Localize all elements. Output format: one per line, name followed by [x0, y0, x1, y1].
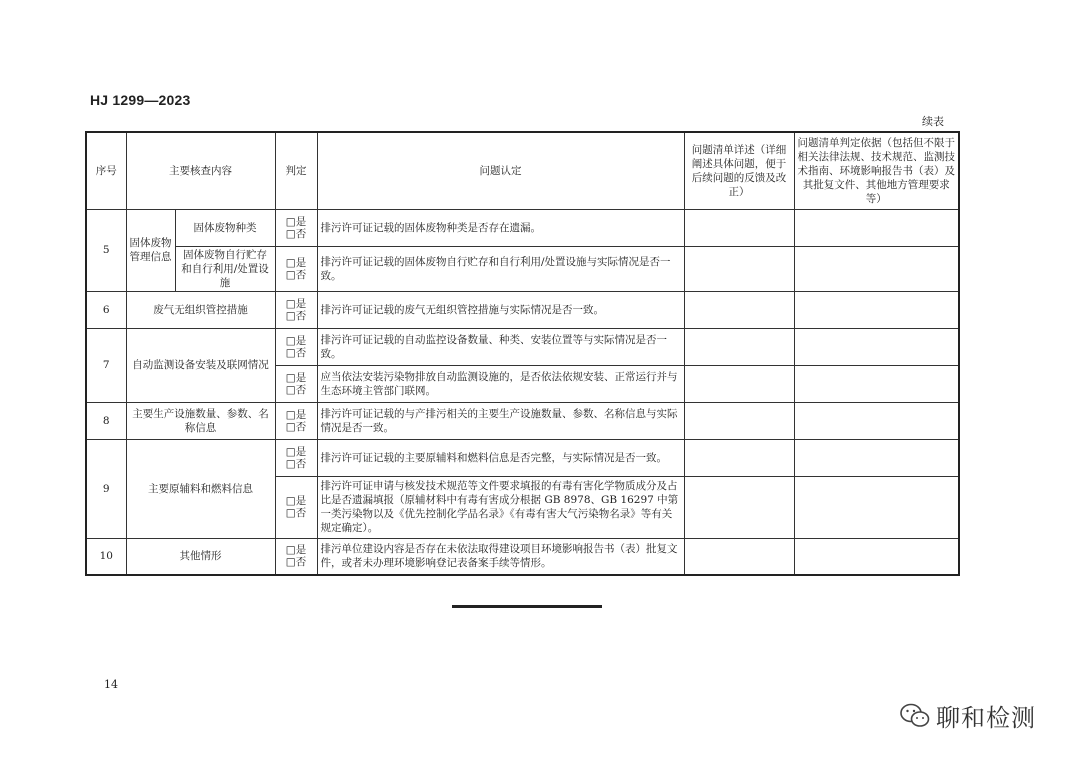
row5b-judge — [275, 246, 317, 291]
table-row — [86, 328, 959, 365]
row9a-basis-cell[interactable] — [794, 439, 959, 476]
end-divider — [452, 605, 602, 608]
judge-no-checkbox[interactable]: □否 — [285, 346, 307, 359]
header-content: 主要核查内容 — [126, 132, 275, 209]
row9b-judge — [275, 476, 317, 538]
row7b-detail-cell[interactable] — [684, 365, 794, 402]
wechat-icon — [900, 703, 930, 729]
table-row — [86, 538, 959, 575]
row5b-issue: 排污许可证记载的固体废物自行贮存和自行利用/处置设施与实际情况是否一致。 — [317, 246, 684, 291]
row7-seq: 7 — [86, 328, 126, 402]
row5a-basis-cell[interactable] — [794, 209, 959, 246]
page-number: 14 — [104, 678, 118, 691]
table-header-row — [86, 132, 959, 209]
judge-no-checkbox[interactable]: □否 — [285, 383, 307, 396]
header-detail: 问题清单详述（详细阐述具体问题，便于后续问题的反馈及改正） — [684, 132, 794, 209]
judge-no-checkbox[interactable]: □否 — [285, 227, 307, 240]
row9-item: 主要原辅料和燃料信息 — [126, 439, 275, 538]
judge-yes-checkbox[interactable]: □是 — [285, 544, 307, 557]
row5b-item: 固体废物自行贮存和自行利用/处置设施 — [175, 246, 275, 291]
row5-group: 固体废物管理信息 — [126, 209, 175, 291]
row5b-detail-cell[interactable] — [684, 246, 794, 291]
table-row — [86, 402, 959, 439]
row5a-judge — [275, 209, 317, 246]
row7b-judge — [275, 365, 317, 402]
row9b-issue: 排污许可证申请与核发技术规范等文件要求填报的有毒有害化学物质成分及占比是否遗漏填报（原辅材料中有毒有害成分根据 GB 8978、GB 16297 中第一类污染物以及《优先控制化学品名录》《有毒有害大气污染物名录》等有关规定确定）。 — [317, 476, 684, 538]
row8-item: 主要生产设施数量、参数、名称信息 — [126, 402, 275, 439]
table-row — [86, 291, 959, 328]
watermark — [900, 698, 1036, 733]
judge-no-checkbox[interactable]: □否 — [285, 420, 307, 433]
header-issue: 问题认定 — [317, 132, 684, 209]
row10-basis-cell[interactable] — [794, 538, 959, 575]
row8-judge — [275, 402, 317, 439]
continued-label: 续表 — [922, 115, 944, 128]
row5b-basis-cell[interactable] — [794, 246, 959, 291]
row9a-issue: 排污许可证记载的主要原辅料和燃料信息是否完整，与实际情况是否一致。 — [317, 439, 684, 476]
judge-no-checkbox[interactable]: □否 — [285, 556, 307, 569]
row5-seq: 5 — [86, 209, 126, 291]
row10-seq: 10 — [86, 538, 126, 575]
row7a-judge — [275, 328, 317, 365]
header-seq: 序号 — [86, 132, 126, 209]
judge-yes-checkbox[interactable]: □是 — [285, 256, 307, 269]
row6-item: 废气无组织管控措施 — [126, 291, 275, 328]
judge-yes-checkbox[interactable]: □是 — [285, 371, 307, 384]
row8-basis-cell[interactable] — [794, 402, 959, 439]
header-basis: 问题清单判定依据（包括但不限于相关法律法规、技术规范、监测技术指南、环境影响报告书（表）及其批复文件、其他地方管理要求等） — [794, 132, 959, 209]
row6-detail-cell[interactable] — [684, 291, 794, 328]
row7-item: 自动监测设备安装及联网情况 — [126, 328, 275, 402]
inspection-table — [85, 131, 960, 576]
row6-issue: 排污许可证记载的废气无组织管控措施与实际情况是否一致。 — [317, 291, 684, 328]
row7a-detail-cell[interactable] — [684, 328, 794, 365]
row8-detail-cell[interactable] — [684, 402, 794, 439]
table-row — [86, 209, 959, 246]
doc-code: HJ 1299—2023 — [90, 92, 191, 108]
row9a-detail-cell[interactable] — [684, 439, 794, 476]
row6-judge — [275, 291, 317, 328]
judge-no-checkbox[interactable]: □否 — [285, 457, 307, 470]
header-judge: 判定 — [275, 132, 317, 209]
row10-judge — [275, 538, 317, 575]
judge-yes-checkbox[interactable]: □是 — [285, 334, 307, 347]
row10-issue: 排污单位建设内容是否存在未依法取得建设项目环境影响报告书（表）批复文件，或者未办理环境影响登记表备案手续等情形。 — [317, 538, 684, 575]
row8-seq: 8 — [86, 402, 126, 439]
table-row — [86, 439, 959, 476]
judge-yes-checkbox[interactable]: □是 — [285, 215, 307, 228]
judge-no-checkbox[interactable]: □否 — [285, 309, 307, 322]
row9b-basis-cell[interactable] — [794, 476, 959, 538]
watermark-text: 聊和检测 — [936, 704, 1036, 732]
row10-detail-cell[interactable] — [684, 538, 794, 575]
row7a-issue: 排污许可证记载的自动监控设备数量、种类、安装位置等与实际情况是否一致。 — [317, 328, 684, 365]
row6-seq: 6 — [86, 291, 126, 328]
judge-yes-checkbox[interactable]: □是 — [285, 495, 307, 507]
row9b-detail-cell[interactable] — [684, 476, 794, 538]
judge-yes-checkbox[interactable]: □是 — [285, 297, 307, 310]
row5a-detail-cell[interactable] — [684, 209, 794, 246]
row6-basis-cell[interactable] — [794, 291, 959, 328]
row7b-basis-cell[interactable] — [794, 365, 959, 402]
row7a-basis-cell[interactable] — [794, 328, 959, 365]
table-row — [86, 246, 959, 291]
row9a-judge — [275, 439, 317, 476]
judge-yes-checkbox[interactable]: □是 — [285, 408, 307, 421]
row5a-item: 固体废物种类 — [175, 209, 275, 246]
judge-yes-checkbox[interactable]: □是 — [285, 445, 307, 458]
row5a-issue: 排污许可证记载的固体废物种类是否存在遗漏。 — [317, 209, 684, 246]
row10-item: 其他情形 — [126, 538, 275, 575]
row8-issue: 排污许可证记载的与产排污相关的主要生产设施数量、参数、名称信息与实际情况是否一致。 — [317, 402, 684, 439]
row7b-issue: 应当依法安装污染物排放自动监测设施的，是否依法依规安装、正常运行并与生态环境主管部门联网。 — [317, 365, 684, 402]
judge-no-checkbox[interactable]: □否 — [285, 268, 307, 281]
judge-no-checkbox[interactable]: □否 — [285, 507, 307, 519]
row9-seq: 9 — [86, 439, 126, 538]
